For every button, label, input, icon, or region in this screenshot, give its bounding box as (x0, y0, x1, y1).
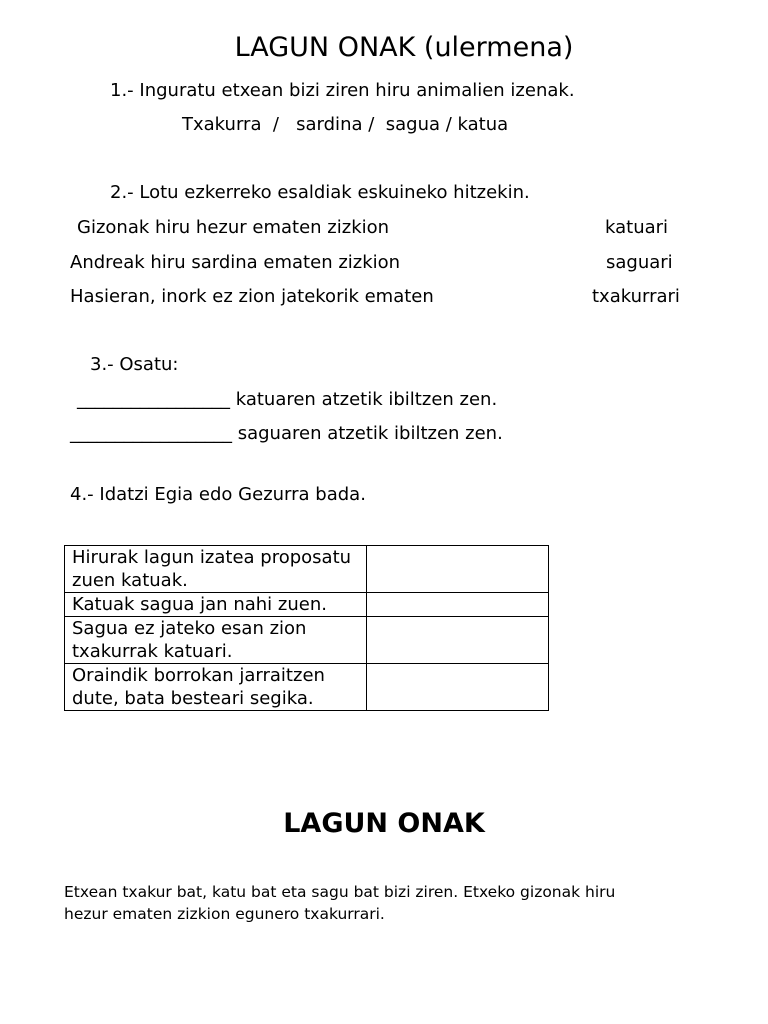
statement-line: dute, bata besteari segika. (72, 688, 314, 709)
table-row (65, 546, 549, 593)
statement-cell (65, 617, 367, 664)
question-2-instruction: 2.- Lotu ezkerreko esaldiak eskuineko hitzekin. (110, 182, 530, 203)
statement-cell (65, 593, 367, 617)
statement-line: Oraindik borrokan jarraitzen (72, 665, 325, 686)
match-right-3: txakurrari (592, 286, 680, 307)
question-1-instruction: 1.- Inguratu etxean bizi ziren hiru animalien izenak. (110, 80, 575, 101)
statement-line: Hirurak lagun izatea proposatu (72, 547, 352, 568)
story-line: hezur ematen zizkion egunero txakurrari. (64, 905, 385, 923)
fill-line-1: _________________ katuaren atzetik ibiltzen zen. (77, 389, 498, 410)
question-1-options: Txakurra / sardina / sagua / katua (182, 114, 509, 135)
story-paragraph (64, 881, 724, 925)
statement-line: Sagua ez jateko esan zion (72, 618, 307, 639)
match-left-2: Andreak hiru sardina ematen zizkion (70, 252, 401, 273)
answer-cell[interactable] (367, 593, 549, 617)
question-3-instruction: 3.- Osatu: (90, 354, 179, 375)
statement-cell (65, 546, 367, 593)
question-4-instruction: 4.- Idatzi Egia edo Gezurra bada. (70, 484, 366, 505)
story-heading: LAGUN ONAK (283, 808, 485, 839)
answer-cell[interactable] (367, 617, 549, 664)
story-line: Etxean txakur bat, katu bat eta sagu bat bizi ziren. Etxeko gizonak hiru (64, 883, 616, 901)
answer-cell[interactable] (367, 546, 549, 593)
statement-line: txakurrak katuari. (72, 641, 233, 662)
page-title: LAGUN ONAK (ulermena) (234, 32, 574, 63)
table-row (65, 593, 549, 617)
match-left-1: Gizonak hiru hezur ematen zizkion (77, 217, 390, 238)
fill-line-2: __________________ saguaren atzetik ibiltzen zen. (70, 423, 503, 444)
table-row (65, 617, 549, 664)
true-false-table (64, 545, 549, 711)
statement-cell (65, 664, 367, 711)
table-row (65, 664, 549, 711)
statement-line: Katuak sagua jan nahi zuen. (72, 594, 327, 615)
statement-line: zuen katuak. (72, 570, 188, 591)
answer-cell[interactable] (367, 664, 549, 711)
match-left-3: Hasieran, inork ez zion jatekorik ematen (70, 286, 434, 307)
match-right-2: saguari (606, 252, 673, 273)
match-right-1: katuari (605, 217, 669, 238)
